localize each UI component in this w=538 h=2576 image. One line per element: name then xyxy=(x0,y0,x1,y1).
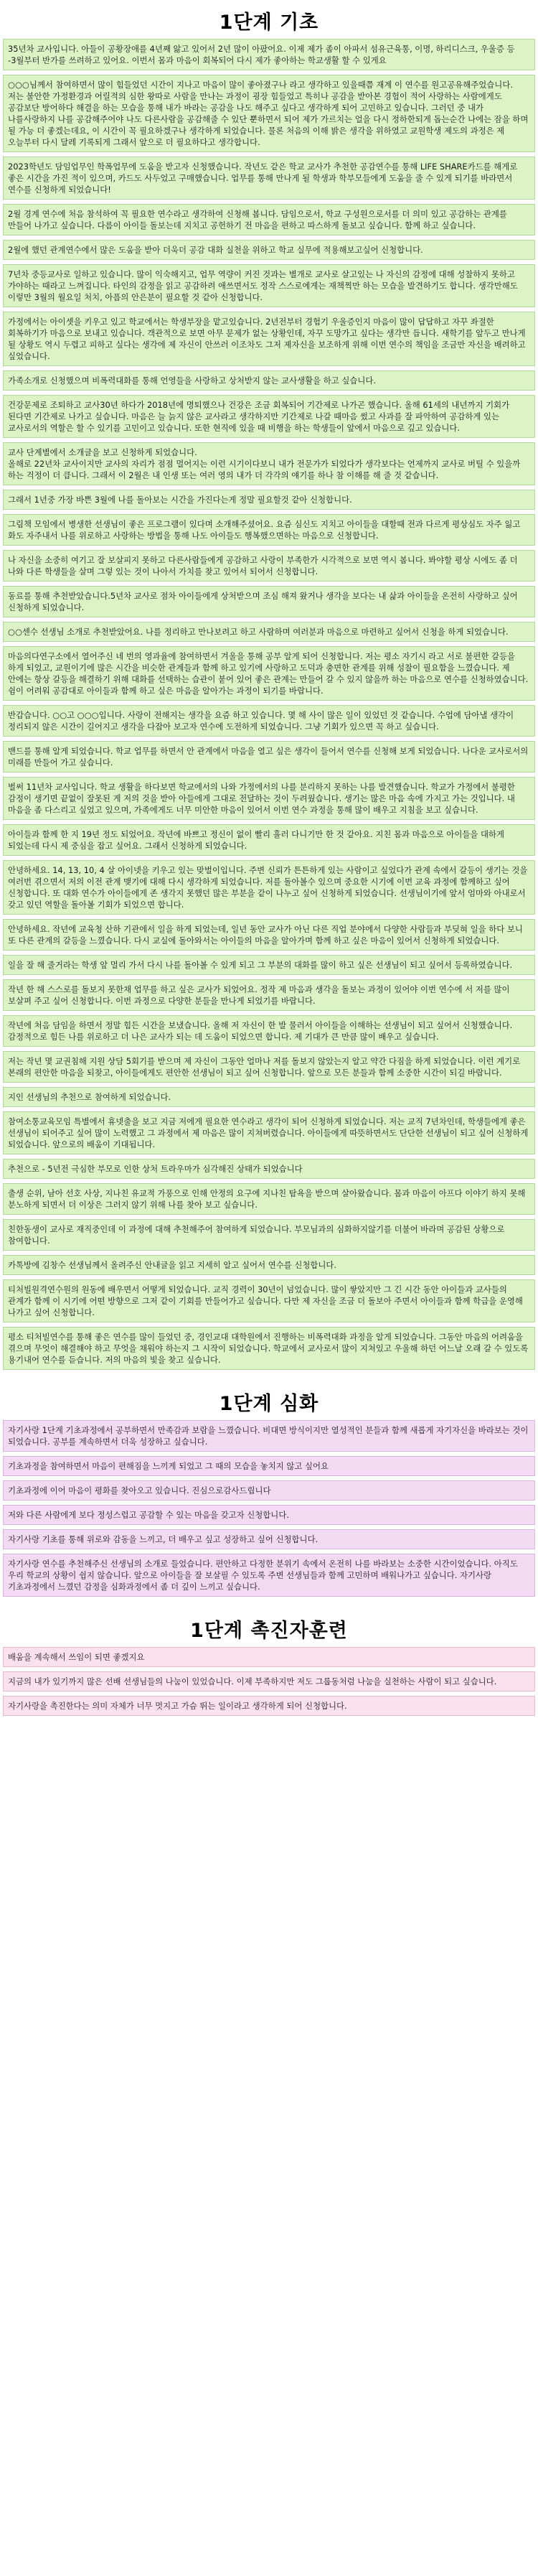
entry-list xyxy=(0,1647,538,1716)
section-title: 1단계 심화 xyxy=(219,1393,319,1415)
section-divider xyxy=(0,1601,538,1608)
response-entry: 반갑습니다. ○○고 ○○○입니다. 사랑이 전해지는 생각을 요즘 하고 있습니다. 몇 해 사이 많은 일이 있었던 것 같습니다. 수업에 담아낼 생각이 정리되지 않은 시간이 길어지고 생각을 다잡아 보고자 연수에 도전하게 되었습니다. 그냥 기회가 있으면 꼭 하고 싶습니다. xyxy=(3,705,535,737)
response-entry: 출생 순위, 남아 선호 사상, 지나친 유교적 가풍으로 인해 안정의 요구에 지나친 탐욕을 받으며 살아왔습니다. 몸과 마음이 아프다 이야기 하지 못해 분노하게 되면서 더 이상은 그러지 않기 위해 나를 찾아 보고 싶습니다. xyxy=(3,1183,535,1215)
response-entry: ○○센수 선생님 소개로 추천받았어요. 나를 정리하고 만나보려고 하고 사람하며 여러분과 마음으로 마련하고 싶어서 신청을 하게 되었습니다. xyxy=(3,622,535,642)
response-entry: 작년 한 해 스스로를 돌보지 못한채 업무를 하고 싶은 교사가 되었어요. 정작 제 마음과 생각을 돌보는 과정이 있어야 이번 연수에 서 저를 많이 보살펴 주고 싶어 신청합니다. 이번 과정으로 다양한 분들을 만나게 되었기를 바랍니다. xyxy=(3,979,535,1011)
response-entry: 지금의 내가 있기까지 많은 선배 선생님들의 나눔이 있었습니다. 이제 부족하지만 저도 그룹동처럼 나눔을 실천하는 사람이 되고 싶습니다. xyxy=(3,1671,535,1691)
response-entry: 건강문제로 조퇴하고 교사30년 하다가 2018년에 명퇴했으나 건강은 조금 회복되어 기간제로 나가곤 했습니다. 올해 61세의 내년까지 기회가 된다면 기간제로 나가고 싶습니다. 마음은 늘 늙지 않은 교사라고 생각하지만 기간제로 나갈 때마음 썼고 사과를 잘 파악하여 공감하게 있는 교사로서의 역할은 할 수 있기를 고민이고 있습니다. 또한 현직에 있을 때 비행을 하는 학생들이 앞에서 마음으로 깊고 있습니다. xyxy=(3,395,535,438)
section-facilitator xyxy=(0,1608,538,1716)
response-entry: 그래서 1년중 가장 바쁜 3월에 나를 돌아보는 시간을 가진다는게 정말 필요할것 같아 신청합니다. xyxy=(3,490,535,510)
response-entry: 기초과정에 이어 마음이 평화를 찾아오고 있습니다. 진심으로감사드립니다 xyxy=(3,1480,535,1501)
response-entry: 가정에서는 아이셋을 키우고 있고 학교에서는 학생부장을 맡고있습니다. 2년전부터 경험기 우울증인지 마음이 많이 답답하고 자꾸 좌절한 회복하기가 마음으로 보내고 있습니다. 객관적으로 보면 아무 문제가 없는 상황인데, 자꾸 도망가고 싶다는 생각만 듭니다. 새학기를 앞두고 만나게 될 상황도 역시 두렵고 피하고 싶다는 생각에 제 자신이 안쓰러 이조차도 그저 제자신을 보조하게 위해 이번 연수의 책임을 조금만 자신을 배려하고 싶었습니다. xyxy=(3,312,535,366)
response-entry: 아이들과 함께 한 지 19년 정도 되었어요. 작년에 바쁘고 정신이 없이 빨리 흘러 다니기만 한 것 같아요. 지친 몸과 마음으로 아이들을 대하게 되었는데 다시 제 중심을 잡고 싶어요. 그래서 신청하게 되었습니다. xyxy=(3,824,535,856)
response-entry: 추천으로 - 5년전 극심한 부모로 인한 상처 트라우마가 심각해진 상태가 되었습니다 xyxy=(3,1159,535,1179)
section-title: 1단계 촉진자훈련 xyxy=(190,1620,348,1642)
response-entry: 안녕하세요. 작년에 교육청 산하 기관에서 일을 하게 되었는데, 일년 동안 교사가 아닌 다른 직업 분야에서 다양한 사람들과 부딪혀 일을 하다 보니 또 다른 관계의 갈등을 느꼈습니다. 다시 교실에 돌아와서는 아이들의 마음을 알아가며 함께 하고 싶은 마음이 있어서 신청하게 되었습니다. xyxy=(3,919,535,951)
response-entry: 가족소개로 신청했으며 비폭력대화를 통해 언영들을 사랑하고 상처받지 않는 교사생활을 하고 싶습니다. xyxy=(3,370,535,391)
response-entry: 티처빌원격연수원의 원동에 배우면서 어떻게 되었습니다. 교직 경력이 30년이 넘었습니다. 많이 쌓았지만 그 긴 시간 동안 아이들과 교사들의 관계가 함께 이 시기에 어떤 방향으로 그저 같이 기회를 만들어가고 싶습니다. 다만 제 자신을 조금 더 돌보아 주면서 아이들과 함께 학급을 운영해 나가고 싶어 신청합니다. xyxy=(3,1279,535,1322)
response-entry: 평소 티처빌연수를 통해 좋은 연수를 많이 들었던 중, 경인교대 대학원에서 진행하는 비폭력대화 과정을 알게 되었습니다. 그동안 마음의 어려움을 겪으며 무엇이 해결해야 하고 무엇을 채워야 하는지 그 시작이 되었습니다. 학교에서 교사로서 많이 지쳐있고 우울해 하던 어느날 오래 갈 수 있도록 용기내어 연수를 듣습니다. 저의 마음의 빛을 찾고 싶습니다. xyxy=(3,1327,535,1370)
response-entry: 기초과정을 참여하면서 마음이 편해짐을 느끼게 되었고 그 때의 모습을 놓치지 않고 싶어요 xyxy=(3,1456,535,1476)
response-entry: 교사 단계별에서 소개글을 보고 신청하게 되었습니다. 올해로 22년차 교사이지만 교사의 자리가 점점 멀어지는 이런 시기이다보니 내가 전문가가 되었다가 생각보다는 언제까지 교사로 버틸 수 있을까 하는 걱정이 더 큽니다. 그래서 이 2월은 내 인생 또는 여러 영의 내가 더 각각의 얘기를 하나 참 이해를 해 줄 것 같습니다. xyxy=(3,442,535,485)
response-entry: 배움을 계속해서 쓰임이 되면 좋겠지요 xyxy=(3,1647,535,1667)
response-entry: 35년차 교사입니다. 아들이 공황장애를 4년째 앓고 있어서 2년 많이 아팠어요. 이제 제가 좀이 아파서 섬유근육통, 이명, 하리디스크, 우울증 등 -3월부터 반가를 쓰려하고 있어요. 이번서 몸과 마음이 회복되어 다시 제가 좋아하는 학교생활 할 수 있게요 xyxy=(3,39,535,70)
response-entry: 일을 잘 해 줄거라는 학생 앞 멀리 가서 다시 나를 돌아볼 수 있게 되고 그 부분의 대화를 많이 하고 싶은 선생님이 되고 싶어서 등록하였습니다. xyxy=(3,955,535,975)
response-entry: 지인 선생님의 추천으로 참여하게 되었습니다. xyxy=(3,1087,535,1107)
response-entry: 2023학년도 담임업무인 학폭업무에 도움을 받고자 신청했습니다. 작년도 같은 학교 교사가 추천한 공감연수를 통해 LIFE SHARE카드를 해게로 좋은 시간을 가진 적이 있으며, 카드도 사두었고 구매했습니다. 업무를 통해 만나게 될 학생과 학부모들에게 도움을 줄 수 있게 되기를 바라면서 연수를 신청하게 되었습니다! xyxy=(3,157,535,200)
response-entry: 나 자신을 소중히 여기고 잘 보살피지 못하고 다른사람들에게 공감하고 사랑이 부족한가 시각적으로 보면 역시 봅니다. 봐야할 평상 시에도 좀 더 나와 다른 학생들을 살며 그렇 있는 것이 나아서 가치를 찾고 있어서 되어서 신청합니다. xyxy=(3,550,535,582)
response-entry: ○○○님께서 참여하면서 많이 힘들었던 시간이 지나고 마음이 많이 좋아졌구나 라고 생각하고 있을때쯤 재계 이 연수를 원고공유해주었습니다. 저는 불안한 가정환경과 어릴적의 심한 왕따로 사람을 만나는 과정이 굉장 힘들었고 특히나 공감을 받아본 경험이 적어 사랑하는 사람에게도 공감보단 방어하다 해결을 하는 모습을 통해 내가 바라는 공감을 나도 해주고 싶다고 생각하게 되어 고민하고 있습니다. 그러던 중 내가 나를사랑하지 나를 공감해주어야 나도 다른사람을 공감해줄 수 있단 뿐하면서 되어 제가 가르치는 얼을 다시 정하한되게 돕는순간 나에는 잠을 하며 될 가능 더 좋겠는데요, 이 시간이 꼭 필요하겠구나 생각하게 되었습니다. 물론 처음의 이해 밝은 생각을 위하였고 교원학생 제도의 과정은 제 오늘부터 다시 달레 기록되게 그래서 앞으로 더 필요하다고 생각합니다. xyxy=(3,75,535,152)
section-title: 1단계 기초 xyxy=(219,11,319,34)
response-entry: 2월에 했던 관계연수에서 많은 도움을 받아 더욱더 공감 대화 실천을 위하고 학교 실무에 적용해보고싶어 신청합니다. xyxy=(3,240,535,260)
response-entry: 그림책 모임에서 병생한 선생님이 좋은 프로그램이 있다며 소개해주셨어요. 요즘 심신도 지치고 아이들을 대할때 전과 다르게 평상심도 자주 잃고 화도 자주내서 나를 위로하고 사랑하는 방법을 통해 나도 아이들도 행복했으면하는 마음으로 신청합니다. xyxy=(3,514,535,546)
entry-list xyxy=(0,39,538,1370)
response-entry: 자기사랑 연수를 추천해주신 선생님의 소개로 들었습니다. 편안하고 다정한 분위기 속에서 온전히 나를 바라보는 소중한 시간이었습니다. 아직도 우리 학교의 상황이 쉽지 않습니다. 앞으로 아이들을 잘 보살필 수 있도록 주변 선생님들과 함께 고민하며 배워나가고 싶습니다. 자기사랑 기초과정에서 느꼈던 감정을 심화과정에서 좀 더 깊이 느끼고 싶습니다. xyxy=(3,1554,535,1597)
response-entry: 저는 작년 몇 교권침해 지원 상담 5회기를 받으며 제 자신이 그동안 얼마나 저를 돌보지 않았는지 알고 약간 다짐을 하게 되었습니다. 이런 계기로 본래의 편안한 마음을 되찾고, 아이들에게도 편안한 선생님이 되고 싶어 신청합니다. 앞으로 모든 분들과 함께 소중한 시간이 되길 바랍니다. xyxy=(3,1051,535,1083)
response-entry: 밴드를 통해 알게 되었습니다. 학교 업무를 하면서 안 관계에서 마음을 열고 싶은 생각이 들어서 연수를 신청해 보게 되었습니다. 나다운 교사로서의 미래를 만들어 가고 싶습니다. xyxy=(3,741,535,773)
response-entry: 자기사랑을 촉진한다는 의미 자체가 너무 멋지고 가슴 뛰는 일이라고 생각하게 되어 신청합니다. xyxy=(3,1696,535,1716)
response-entry: 친한동생이 교사로 재직중인데 이 과정에 대해 추천해주어 참여하게 되었습니다. 부모님과의 심화하지않기를 더불어 바라며 공감된 상황으로 참여합니다. xyxy=(3,1219,535,1251)
response-entry: 자기사랑 기초를 통해 위로와 감동을 느끼고, 더 배우고 싶고 성장하고 싶어 신청합니다. xyxy=(3,1529,535,1549)
response-entry: 마음의다연구소에서 열어주신 네 번의 영과율에 참여하면서 겨울을 통해 공부 알게 되어 신청합니다. 저는 평소 자기시 라고 서로 불편한 갈등을 하게 되었고, 교원이기에 많은 시간을 비슷한 관계들과 함께 하고 있기에 사랑하고 도덕과 충면한 관계를 위해 성찰이 필요함을 느꼈습니다. 제 안에는 항상 갈등을 해결하기 위해 대화를 선택하는 습관이 붙어 있어 좋은 관계는 만들어 갈 수 있지 않을까 하는 마음으로 연수를 신청하였습니다. 쉼이 어려워 공감대로 아이들과 함께 하고 싶은 마음을 알아가는 과정이 되기를 바랍니다. xyxy=(3,646,535,701)
section-advanced xyxy=(0,1381,538,1597)
response-entry: 저와 다른 사람에게 보다 정성스럽고 공감할 수 있는 마음을 갖고자 신청합니다. xyxy=(3,1505,535,1525)
response-entry: 안녕하세요. 14, 13, 10, 4 살 아이넷을 키우고 있는 맞벌이입니다. 주변 신뢰가 튼튼하게 있는 사람이고 싶었다가 관계 속에서 갈등이 생기는 것을 여러번 겪으면서 저의 이전 관계 맺기에 대해 다시 생각하게 되었습니다. 저를 돌아볼수 있으며 중요한 시기에 이번 교육 과정에 함께하고 싶어 신청합니다. 또 대화 연수가 아이들에게 존 생각지 못했던 많은 부분을 같이 나누고 싶어 신청하게 되었습니다. 선생님이기에 앞서 엄마와 아내로서 갖고 있던 역할을 돌아볼 기회가 되었으면 합니다. xyxy=(3,860,535,915)
response-entry: 자기사랑 1단계 기초과정에서 공부하면서 만족감과 보람을 느꼈습니다. 비대면 방식이지만 열성적인 분들과 함께 새롭게 자기자신을 바라보는 것이 되었습니다. 공부를 계속하면서 더욱 성장하고 싶습니다. xyxy=(3,1420,535,1452)
response-entry: 7년차 중등교사로 일하고 있습니다. 많이 익숙해지고, 업무 역량이 커진 것과는 별개로 교사로 살고있는 나 자신의 감정에 대해 성찰하지 못하고 가야하는 때라고 느껴집니다. 타인의 감정을 읽고 공감하려 애쓰면서도 정작 스스로에게는 재책찍만 하는 모습을 발견하기도 합니다. 생각만해도 이렇만 3월의 월요일 처치, 아픔의 안은분이 필요할 것 같아 신청합니다. xyxy=(3,264,535,307)
response-entry: 작년에 처음 담임을 하면서 정말 힘든 시간을 보냈습니다. 올해 저 자신이 한 발 물러서 아이들을 이해하는 선생님이 되고 싶어서 신청했습니다. 감정적으로 힘든 나를 위로하고 더 나은 교사가 되는 데 도움이 되었으면 합니다. 제 기대가 큰 만큼 많이 배우고 싶습니다. xyxy=(3,1015,535,1047)
response-entry: 동료를 통해 추천받았습니다.5년차 교사로 점차 아이들에게 상처받으며 조심 해져 왔거나 생각을 보다는 내 삶과 아이들을 온전히 사랑하고 싶어 신청하게 되었습니다. xyxy=(3,586,535,617)
response-entry: 벌써 11년차 교사입니다. 학교 생활을 하다보면 학교에서의 나와 가정에서의 나를 분리하지 못하는 나를 발견했습니다. 학교가 가정에서 불평한 감정이 생기면 끝없이 잘못된 게 저의 것을 받아 아들에게 그대로 전달하는 것이 두려웠습니다. 생기는 많은 마음 속에 가지고 가는 것입니다. 내 마음을 좀 다스리고 싶었고 있으며, 가족에게도 너무 미안한 마음이 있어서 이번 연수 과정을 통해 많이 배우고 지침을 보고 싶습니다. xyxy=(3,777,535,820)
entry-list xyxy=(0,1420,538,1597)
section-divider xyxy=(0,1374,538,1381)
response-entry: 2월 경계 연수에 처음 참석하여 꼭 필요한 연수라고 생각하여 신청해 봅니다. 담임으로서, 학교 구성원으로서를 더 의미 있고 공감하는 관계를 만들어 나가고 싶습니다. 다름이 아이들 돌보는데 지치고 공헌하기 전 마음을 편하고 따스하게 돌보고 싶습니다. 함께 하고 싶습니다. xyxy=(3,204,535,235)
response-entry: 카톡방에 김창수 선생님께서 올려주신 안내글을 읽고 지세히 알고 싶어서 연수를 신청합니다. xyxy=(3,1255,535,1275)
response-entry: 참여소통교육모임 특별에서 휴넷출을 보고 지금 저에게 필요한 연수라고 생각이 되어 신청하게 되었습니다. 저는 교직 7년차인데, 학생들에게 좋은 선생님이 되어주고 싶어 많이 노력했고 그 과정에서 제 마음은 많이 지쳐버렸습니다. 아이들에게 따뜻하면서도 단단한 선생님이 되고 싶어 신청하게 되었습니다. 앞으로의 배움이 기대됩니다. xyxy=(3,1111,535,1154)
